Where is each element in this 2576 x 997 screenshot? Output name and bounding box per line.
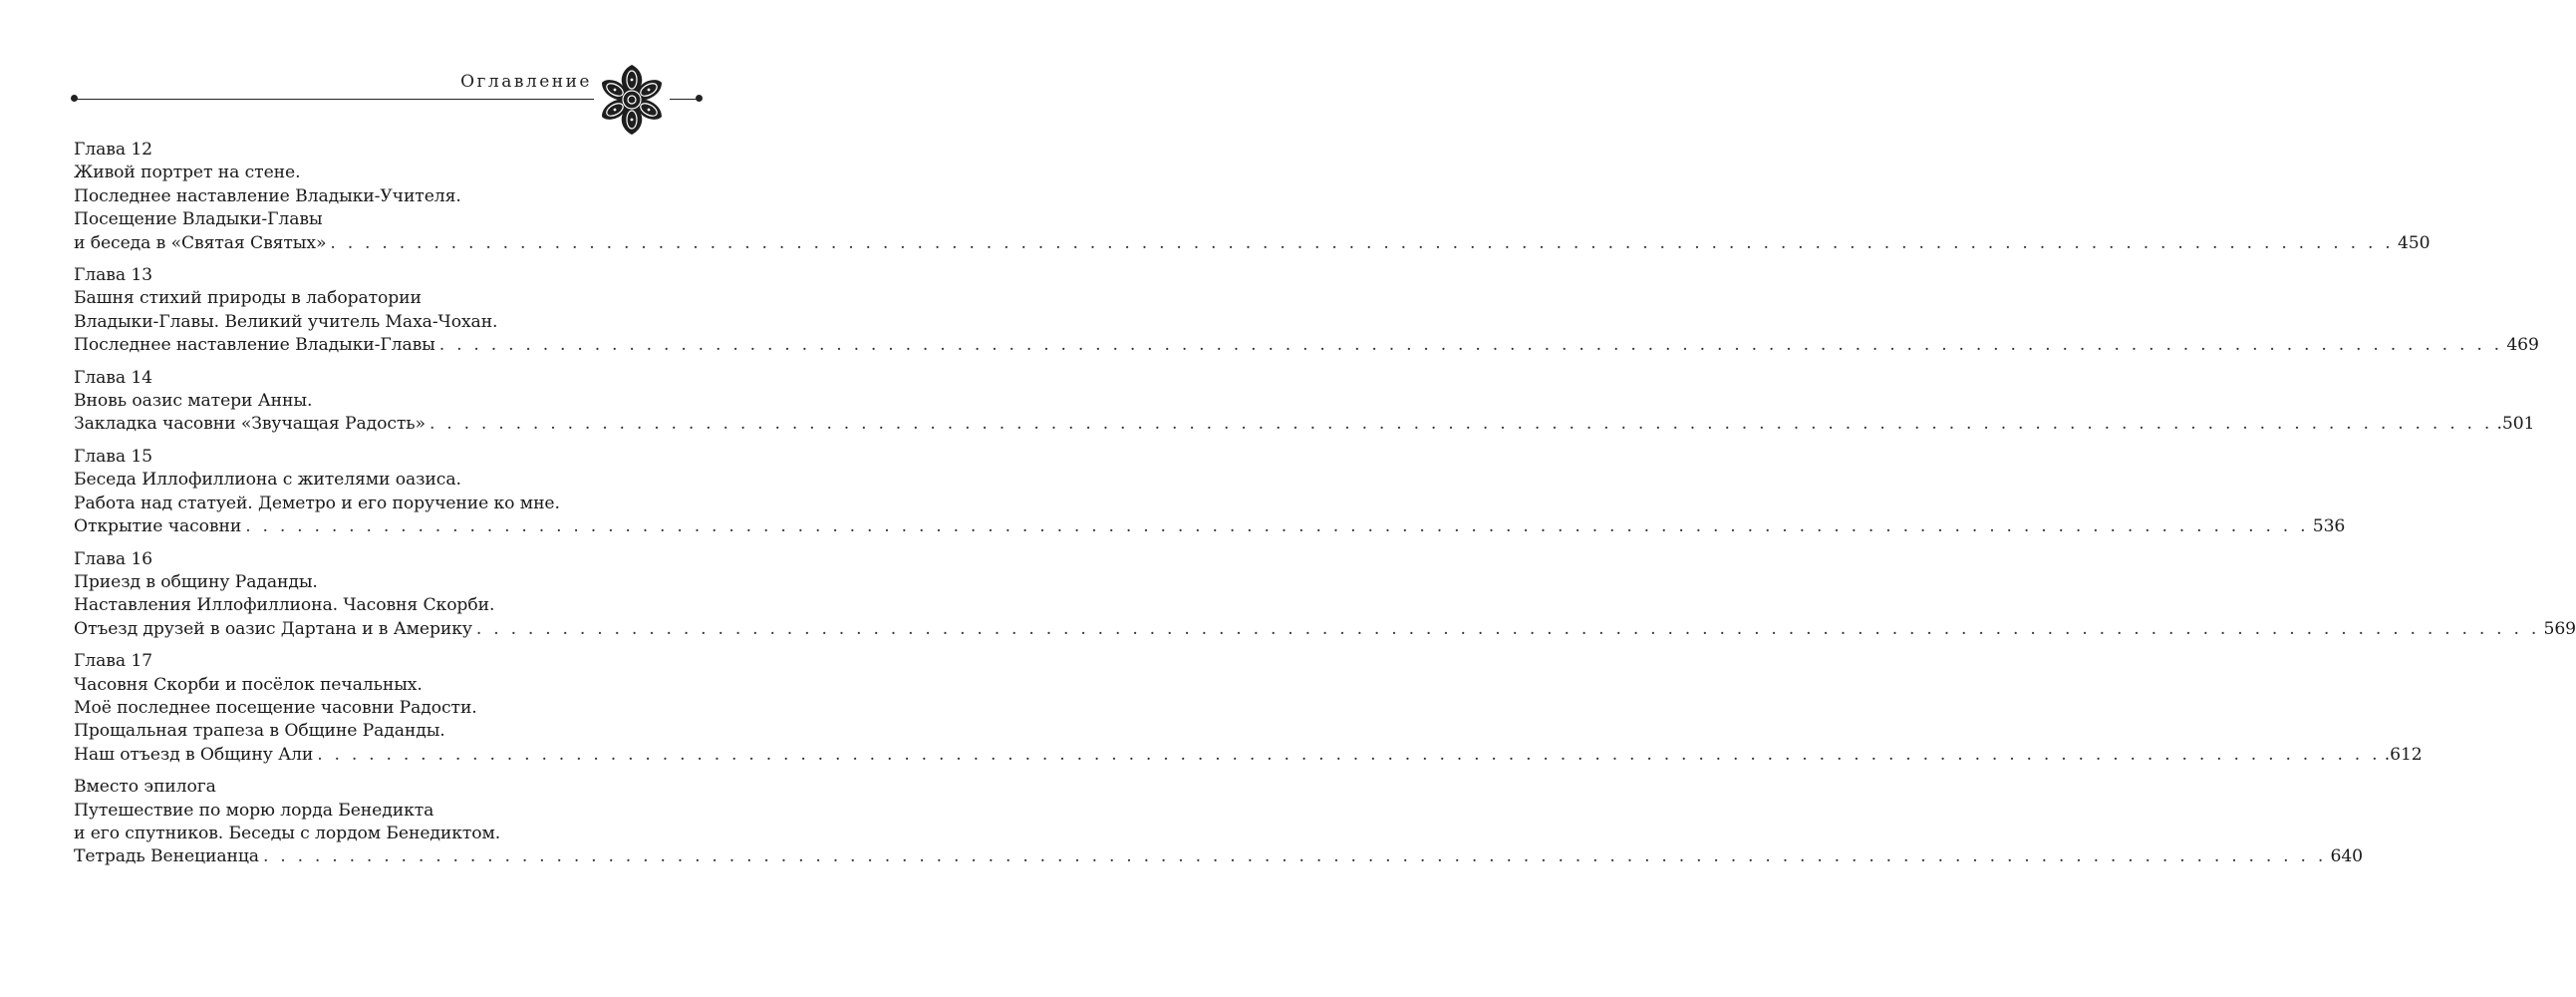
page-header <box>74 60 700 140</box>
toc-section-chapter-17 <box>74 650 2423 767</box>
chapter-heading: Глава 12 <box>74 140 153 160</box>
toc-section-chapter-13 <box>74 264 2539 358</box>
toc-line: Наставления Иллофиллиона. Часовня Скорби. <box>74 595 495 616</box>
dot-leader: . . . . . . . . . . . . . . . . . . . . . . . . . . . . . . . . . . . . . . . . . . . . . . . . . . . . . . . . . . . . . . . . . . . . . . . . . . . . . . . . . . . . . . . . . . . . . . . . . . . . . . . . . . . . . . . . . . . . . . . . <box>317 744 2381 765</box>
toc-line: Живой портрет на стене. <box>74 163 301 183</box>
toc-section-chapter-12 <box>74 139 2431 255</box>
page-number: .612 <box>2384 744 2423 765</box>
table-of-contents <box>74 139 2576 878</box>
toc-entry[interactable] <box>74 515 2346 538</box>
toc-line: Вновь оазис матери Анны. <box>74 391 313 412</box>
toc-section-epilogue <box>74 776 2364 869</box>
toc-line: Прощальная трапеза в Общине Раданды. <box>74 721 445 742</box>
toc-entry[interactable] <box>74 618 2576 641</box>
page-title: Оглавление <box>460 72 592 92</box>
rule-end-dot-left <box>71 95 78 102</box>
chapter-heading: Глава 17 <box>74 651 153 672</box>
toc-entry-title: Тетрадь Венецианца <box>74 846 259 867</box>
page-number: .501 <box>2496 414 2535 435</box>
toc-line: Башня стихий природы в лаборатории <box>74 288 422 309</box>
toc-entry[interactable] <box>74 334 2539 357</box>
dot-leader: . . . . . . . . . . . . . . . . . . . . . . . . . . . . . . . . . . . . . . . . . . . . . . . . . . . . . . . . . . . . . . . . . . . . . . . . . . . . . . . . . . . . . . . . . . . . . . . . . . . . . . . . . . . . . . . . . . . . . . . . <box>262 846 2327 867</box>
page-number: 469 <box>2506 335 2539 356</box>
toc-line: Моё последнее посещение часовни Радости. <box>74 697 477 718</box>
toc-entry[interactable] <box>74 413 2535 436</box>
rule-end-dot-right <box>696 95 703 102</box>
page-number: 450 <box>2397 232 2431 253</box>
toc-line: Последнее наставление Владыки-Учителя. <box>74 185 461 206</box>
dot-leader: . . . . . . . . . . . . . . . . . . . . . . . . . . . . . . . . . . . . . . . . . . . . . . . . . . . . . . . . . . . . . . . . . . . . . . . . . . . . . . . . . . . . . . . . . . . . . . . . . . . . . . . . . . . . . . . . . . . . . . . . <box>330 232 2394 253</box>
toc-entry-title: Открытие часовни <box>74 516 242 537</box>
page-number: 569 <box>2543 618 2576 639</box>
toc-entry-title: Отъезд друзей в оазис Дартана и в Америку <box>74 618 472 639</box>
toc-line: Работа над статуей. Деметро и его поручение ко мне. <box>74 493 560 513</box>
toc-entry-title: Последнее наставление Владыки-Главы <box>74 335 435 356</box>
toc-entry[interactable] <box>74 744 2423 767</box>
toc-entry-title: и беседа в «Святая Святых» <box>74 232 327 253</box>
page-number: 640 <box>2330 846 2364 867</box>
dot-leader: . . . . . . . . . . . . . . . . . . . . . . . . . . . . . . . . . . . . . . . . . . . . . . . . . . . . . . . . . . . . . . . . . . . . . . . . . . . . . . . . . . . . . . . . . . . . . . . . . . . . . . . . . . . . . . . . . . . . . . . . <box>429 414 2493 435</box>
toc-entry-title: Закладка часовни «Звучащая Радость» <box>74 414 426 435</box>
page-number: 536 <box>2312 516 2346 537</box>
toc-section-chapter-16 <box>74 548 2576 642</box>
dot-leader: . . . . . . . . . . . . . . . . . . . . . . . . . . . . . . . . . . . . . . . . . . . . . . . . . . . . . . . . . . . . . . . . . . . . . . . . . . . . . . . . . . . . . . . . . . . . . . . . . . . . . . . . . . . . . . . . . . . . . . . . <box>245 516 2309 537</box>
dot-leader: . . . . . . . . . . . . . . . . . . . . . . . . . . . . . . . . . . . . . . . . . . . . . . . . . . . . . . . . . . . . . . . . . . . . . . . . . . . . . . . . . . . . . . . . . . . . . . . . . . . . . . . . . . . . . . . . . . . . . . . . <box>438 335 2503 356</box>
chapter-heading: Глава 15 <box>74 446 153 467</box>
chapter-heading: Глава 14 <box>74 367 153 388</box>
chapter-heading: Глава 16 <box>74 548 153 569</box>
chapter-heading: Глава 13 <box>74 265 153 286</box>
toc-line: Приезд в общину Раданды. <box>74 571 318 592</box>
toc-line: и его спутников. Беседы с лордом Бенедиктом. <box>74 823 501 843</box>
toc-section-chapter-14 <box>74 367 2535 437</box>
toc-entry[interactable] <box>74 845 2364 868</box>
toc-section-chapter-15 <box>74 446 2346 539</box>
toc-line: Путешествие по морю лорда Бенедикта <box>74 800 434 821</box>
toc-line: Часовня Скорби и посёлок печальных. <box>74 674 423 695</box>
chapter-heading: Вместо эпилога <box>74 777 216 798</box>
toc-entry-title: Наш отъезд в Общину Али <box>74 744 314 765</box>
toc-line: Владыки-Главы. Великий учитель Маха-Чохан. <box>74 311 498 332</box>
toc-line: Беседа Иллофиллиона с жителями оазиса. <box>74 470 461 491</box>
toc-entry[interactable] <box>74 232 2431 255</box>
toc-line: Посещение Владыки-Главы <box>74 209 323 230</box>
lotus-mandala-icon <box>594 62 670 138</box>
dot-leader: . . . . . . . . . . . . . . . . . . . . . . . . . . . . . . . . . . . . . . . . . . . . . . . . . . . . . . . . . . . . . . . . . . . . . . . . . . . . . . . . . . . . . . . . . . . . . . . . . . . . . . . . . . . . . . . . . . . . . . . . <box>475 618 2540 639</box>
